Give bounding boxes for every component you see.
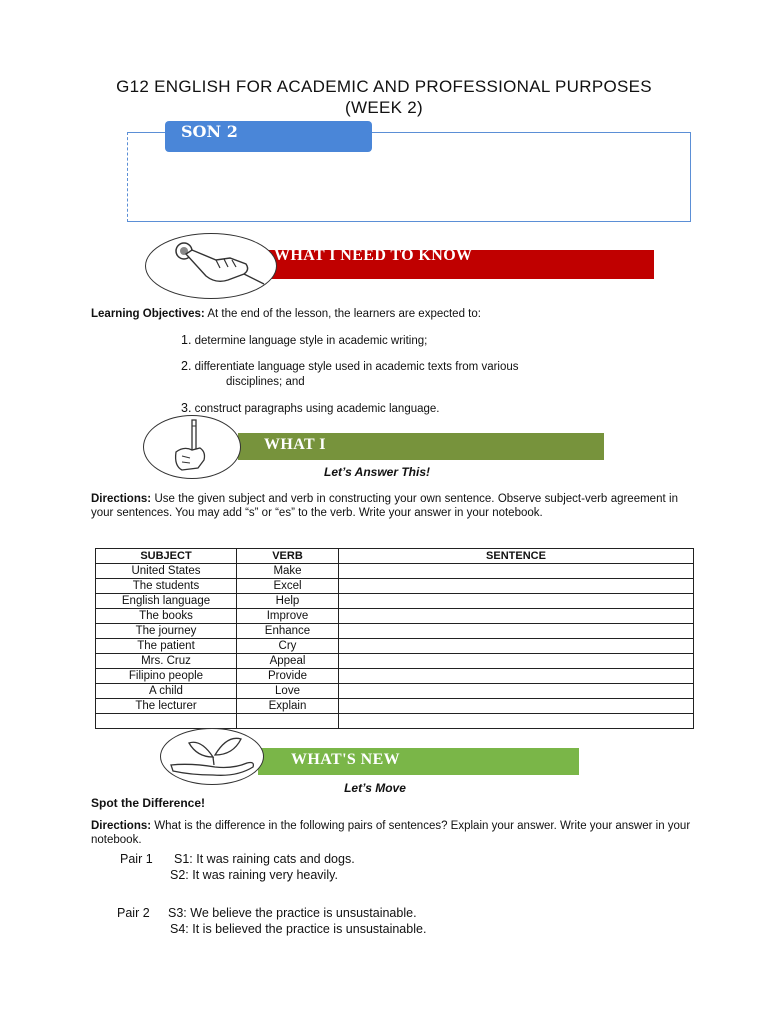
directions-label: Directions: — [91, 820, 152, 832]
banner-whats-new — [258, 748, 579, 775]
what-i-subtitle: Let’s Answer This! — [323, 465, 431, 479]
verb-cell: Excel — [237, 579, 339, 594]
objective-number: 3. — [181, 401, 192, 415]
pair-2-sentence-a — [168, 905, 417, 921]
table-row — [96, 624, 694, 639]
objective-number: 1. — [181, 333, 192, 347]
table-row — [96, 639, 694, 654]
verb-cell: Cry — [237, 639, 339, 654]
subject-cell: The patient — [96, 639, 237, 654]
objectives-intro-text: At the end of the lesson, the learners are expected to: — [207, 308, 481, 320]
table-row — [96, 654, 694, 669]
verb-cell: Make — [237, 564, 339, 579]
what-i-directions — [91, 492, 678, 520]
learning-objectives-intro — [91, 307, 691, 321]
sentence-cell[interactable] — [339, 714, 694, 729]
table-header-row — [96, 549, 694, 564]
column-header-verb: VERB — [237, 549, 339, 564]
sentence-cell[interactable] — [339, 669, 694, 684]
table-row — [96, 714, 694, 729]
hand-sprout-icon — [160, 728, 264, 785]
table-row — [96, 609, 694, 624]
subject-cell: Filipino people — [96, 669, 237, 684]
table-row — [96, 669, 694, 684]
sentence-label: S1: — [174, 852, 193, 866]
objective-item-2 — [181, 359, 519, 374]
objectives-label: Learning Objectives: — [91, 308, 205, 320]
sentence-label: S4: — [170, 922, 189, 936]
page-subtitle: (WEEK 2) — [345, 98, 423, 117]
verb-cell: Love — [237, 684, 339, 699]
sentence-cell[interactable] — [339, 579, 694, 594]
table-row — [96, 699, 694, 714]
pair-2-label: Pair 2 — [117, 906, 150, 920]
subject-cell: Mrs. Cruz — [96, 654, 237, 669]
subject-cell: The students — [96, 579, 237, 594]
table-row — [96, 564, 694, 579]
banner-what-i-need-to-know — [262, 247, 654, 279]
objective-text: construct paragraphs using academic language. — [194, 403, 440, 415]
sentence-cell[interactable] — [339, 564, 694, 579]
objective-text: differentiate language style used in academic texts from various — [194, 361, 519, 373]
sentence-text: We believe the practice is unsustainable. — [190, 906, 417, 920]
directions-text: Use the given subject and verb in constructing your own sentence. Observe subject-verb agreement in your sentences. You may add “s” or “es” to the verb. Write your answer in your notebook. — [91, 493, 678, 519]
sentence-cell[interactable] — [339, 609, 694, 624]
verb-cell: Improve — [237, 609, 339, 624]
subject-verb-table — [95, 548, 694, 729]
subject-cell: English language — [96, 594, 237, 609]
page-title: G12 ENGLISH FOR ACADEMIC AND PROFESSIONAL PURPOSES — [116, 77, 652, 96]
sentence-cell[interactable] — [339, 624, 694, 639]
sentence-text: It was raining very heavily. — [192, 868, 338, 882]
hand-pointer-icon — [145, 233, 277, 299]
column-header-subject: SUBJECT — [96, 549, 237, 564]
objective-number: 2. — [181, 359, 192, 373]
subject-cell: The lecturer — [96, 699, 237, 714]
objective-text: determine language style in academic writing; — [194, 335, 428, 347]
whats-new-subtitle: Let’s Move — [344, 781, 406, 795]
banner-what-i — [238, 433, 604, 460]
column-header-sentence: SENTENCE — [339, 549, 694, 564]
lesson-label: SON 2 — [181, 122, 238, 141]
spot-the-difference-title: Spot the Difference! — [91, 796, 206, 810]
verb-cell: Help — [237, 594, 339, 609]
sentence-text: It was raining cats and dogs. — [196, 852, 355, 866]
objective-item-2-continuation: disciplines; and — [226, 376, 305, 388]
lesson-tab — [165, 121, 372, 152]
sentence-cell[interactable] — [339, 699, 694, 714]
subject-cell: A child — [96, 684, 237, 699]
pair-2-sentence-b — [170, 921, 426, 937]
table-row — [96, 684, 694, 699]
subject-cell: United States — [96, 564, 237, 579]
sentence-cell[interactable] — [339, 594, 694, 609]
objective-item-3 — [181, 401, 440, 416]
sentence-cell[interactable] — [339, 639, 694, 654]
pair-1-label: Pair 1 — [120, 852, 153, 866]
verb-cell: Appeal — [237, 654, 339, 669]
pair-1-sentence-a — [174, 851, 355, 867]
subject-cell: The journey — [96, 624, 237, 639]
objective-item-1 — [181, 333, 427, 348]
directions-text: What is the difference in the following pairs of sentences? Explain your answer. Write your answer in your notebook. — [91, 820, 691, 846]
directions-label: Directions: — [91, 493, 152, 505]
sentence-label: S3: — [168, 906, 187, 920]
verb-cell: Enhance — [237, 624, 339, 639]
table-row — [96, 579, 694, 594]
sentence-label: S2: — [170, 868, 189, 882]
verb-cell: Explain — [237, 699, 339, 714]
verb-cell — [237, 714, 339, 729]
banner-label: WHAT'S NEW — [291, 751, 401, 768]
sentence-cell[interactable] — [339, 654, 694, 669]
subject-cell — [96, 714, 237, 729]
whats-new-directions — [91, 819, 691, 847]
banner-label: WHAT I NEED TO KNOW — [274, 247, 473, 264]
sentence-cell[interactable] — [339, 684, 694, 699]
verb-cell: Provide — [237, 669, 339, 684]
pair-1-sentence-b — [170, 867, 338, 883]
subject-cell: The books — [96, 609, 237, 624]
banner-label: WHAT I — [264, 436, 326, 453]
sentence-text: It is believed the practice is unsustainable. — [192, 922, 427, 936]
table-row — [96, 594, 694, 609]
